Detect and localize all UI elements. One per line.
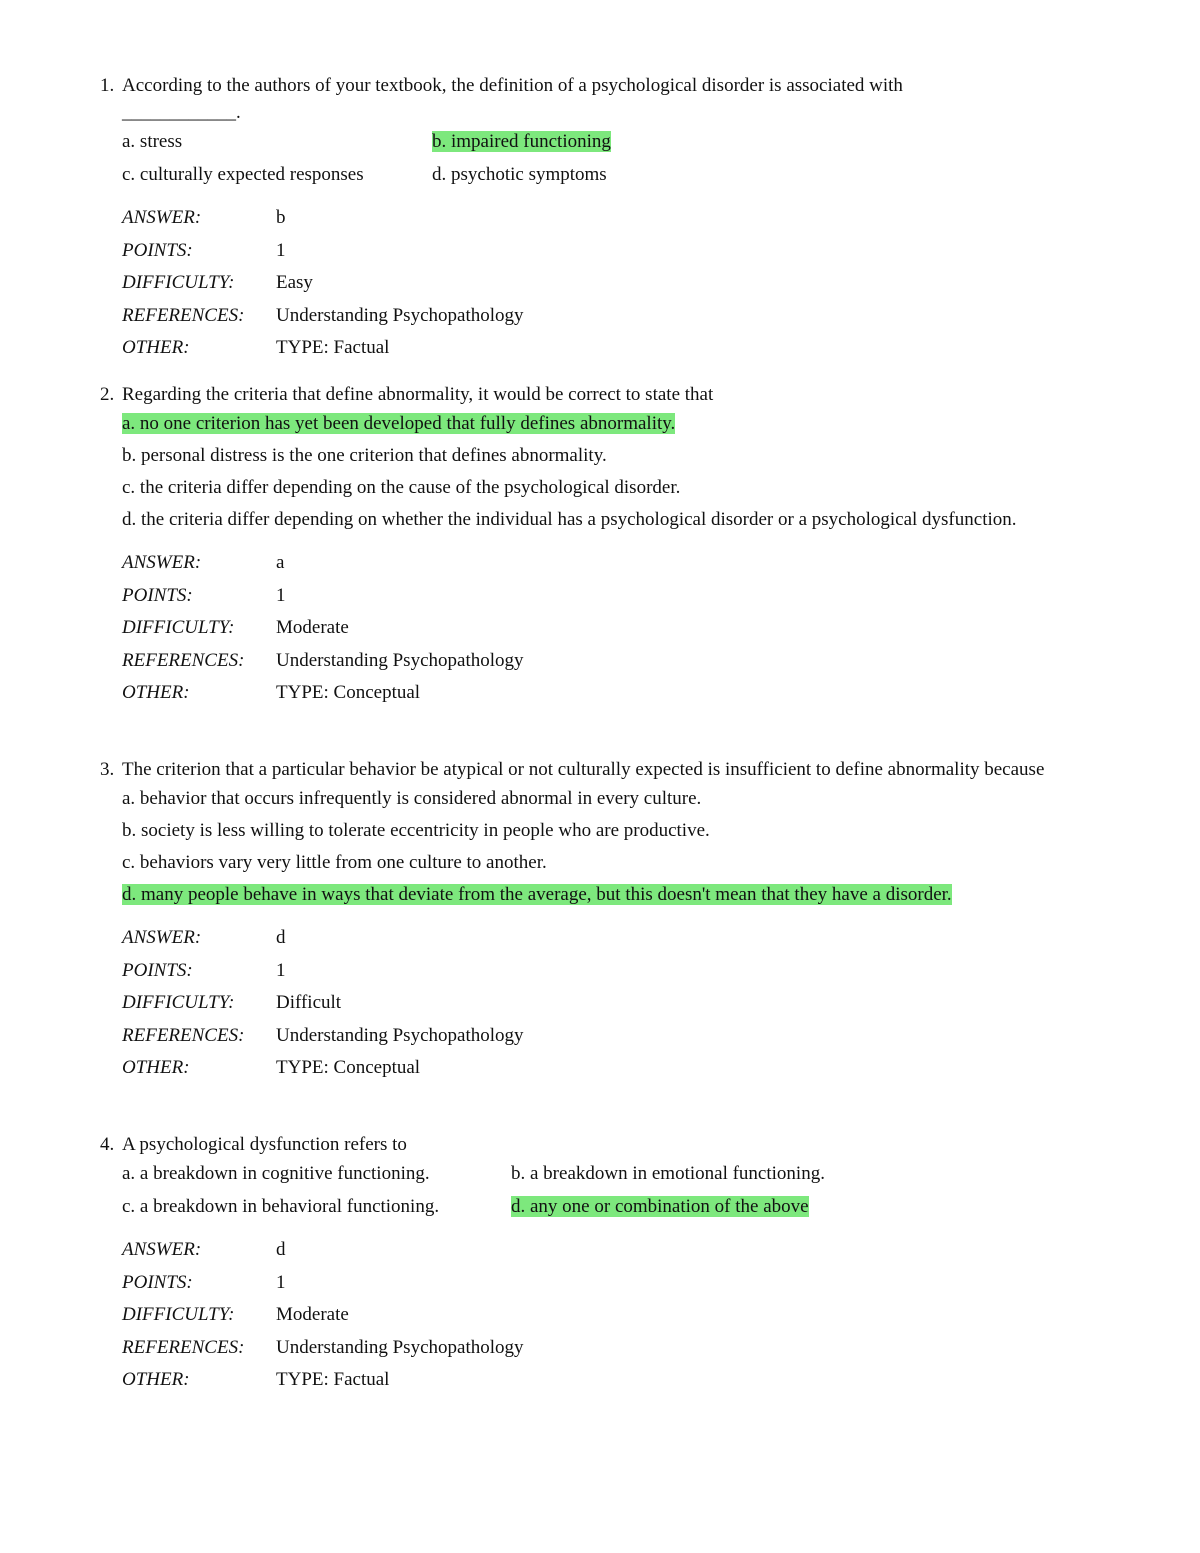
references-label: REFERENCES: <box>122 1336 245 1358</box>
option-b: b. a breakdown in emotional functioning. <box>511 1163 825 1184</box>
question-3 <box>100 756 1100 1087</box>
answer-label: ANSWER: <box>122 552 202 573</box>
points-value: 1 <box>276 584 286 606</box>
other-value: TYPE: Factual <box>276 1369 390 1390</box>
other-label: OTHER: <box>122 1057 190 1078</box>
question-stem: Regarding the criteria that define abnormality, it would be correct to state that <box>122 384 714 405</box>
question-number: 1. <box>100 75 115 96</box>
options-grid <box>122 1160 1100 1220</box>
option-a-correct: a. no one criterion has yet been developed that fully defines abnormality. <box>122 413 676 434</box>
difficulty-label: DIFFICULTY: <box>122 992 235 1013</box>
answer-label: ANSWER: <box>122 207 202 228</box>
option-d-correct: d. many people behave in ways that deviate from the average, but this doesn't mean that they have a disorder. <box>122 884 952 905</box>
option-d-correct: d. any one or combination of the above <box>511 1196 809 1217</box>
answer-value: d <box>276 927 286 948</box>
answer-blank: ____________. <box>122 102 241 123</box>
question-4 <box>100 1131 1100 1399</box>
other-value: TYPE: Conceptual <box>276 1057 421 1078</box>
question-number: 2. <box>100 384 115 405</box>
other-value: TYPE: Conceptual <box>276 682 421 703</box>
question-2 <box>100 381 1100 712</box>
difficulty-value: Easy <box>276 272 313 293</box>
question-stem: The criterion that a particular behavior be atypical or not culturally expected is insufficient to define abnormality because <box>122 759 1045 780</box>
references-value: Understanding Psychopathology <box>276 304 524 326</box>
answer-label: ANSWER: <box>122 927 202 948</box>
difficulty-label: DIFFICULTY: <box>122 272 235 293</box>
references-value: Understanding Psychopathology <box>276 649 524 671</box>
points-label: POINTS: <box>122 1271 193 1293</box>
difficulty-value: Moderate <box>276 1304 349 1325</box>
option-c: c. the criteria differ depending on the cause of the psychological disorder. <box>122 477 681 498</box>
answer-metadata <box>122 1236 1100 1399</box>
difficulty-label: DIFFICULTY: <box>122 1304 235 1325</box>
answer-metadata <box>122 549 1100 712</box>
option-b-correct: b. impaired functioning <box>432 131 611 152</box>
option-b: b. personal distress is the one criterion that defines abnormality. <box>122 445 607 466</box>
references-label: REFERENCES: <box>122 649 245 671</box>
option-b: b. society is less willing to tolerate eccentricity in people who are productive. <box>122 820 710 841</box>
points-value: 1 <box>276 959 286 981</box>
references-value: Understanding Psychopathology <box>276 1336 524 1358</box>
answer-label: ANSWER: <box>122 1239 202 1260</box>
points-label: POINTS: <box>122 239 193 261</box>
question-number: 4. <box>100 1134 115 1155</box>
question-1 <box>100 72 1100 367</box>
references-label: REFERENCES: <box>122 304 245 326</box>
answer-metadata <box>122 204 1100 367</box>
answer-value: d <box>276 1239 286 1260</box>
points-value: 1 <box>276 239 286 261</box>
points-value: 1 <box>276 1271 286 1293</box>
question-stem: A psychological dysfunction refers to <box>122 1134 407 1155</box>
other-label: OTHER: <box>122 682 190 703</box>
other-label: OTHER: <box>122 1369 190 1390</box>
answer-value: a <box>276 552 285 573</box>
option-a: a. a breakdown in cognitive functioning. <box>122 1163 430 1184</box>
references-label: REFERENCES: <box>122 1024 245 1046</box>
other-label: OTHER: <box>122 337 190 358</box>
option-d: d. the criteria differ depending on whether the individual has a psychological disorder or a psychological dysfunction. <box>122 509 1017 530</box>
question-stem: According to the authors of your textbook, the definition of a psychological disorder is associated with <box>122 75 903 96</box>
option-a: a. behavior that occurs infrequently is considered abnormal in every culture. <box>122 788 702 809</box>
option-c: c. behaviors vary very little from one culture to another. <box>122 852 547 873</box>
other-value: TYPE: Factual <box>276 337 390 358</box>
option-c: c. a breakdown in behavioral functioning. <box>122 1196 440 1217</box>
difficulty-value: Difficult <box>276 992 342 1013</box>
references-value: Understanding Psychopathology <box>276 1024 524 1046</box>
difficulty-value: Moderate <box>276 617 349 638</box>
difficulty-label: DIFFICULTY: <box>122 617 235 638</box>
option-c: c. culturally expected responses <box>122 164 364 185</box>
option-a: a. stress <box>122 131 183 152</box>
options-grid <box>122 128 1100 188</box>
option-d: d. psychotic symptoms <box>432 164 607 185</box>
answer-value: b <box>276 207 286 228</box>
question-number: 3. <box>100 759 115 780</box>
points-label: POINTS: <box>122 959 193 981</box>
answer-metadata <box>122 924 1100 1087</box>
points-label: POINTS: <box>122 584 193 606</box>
